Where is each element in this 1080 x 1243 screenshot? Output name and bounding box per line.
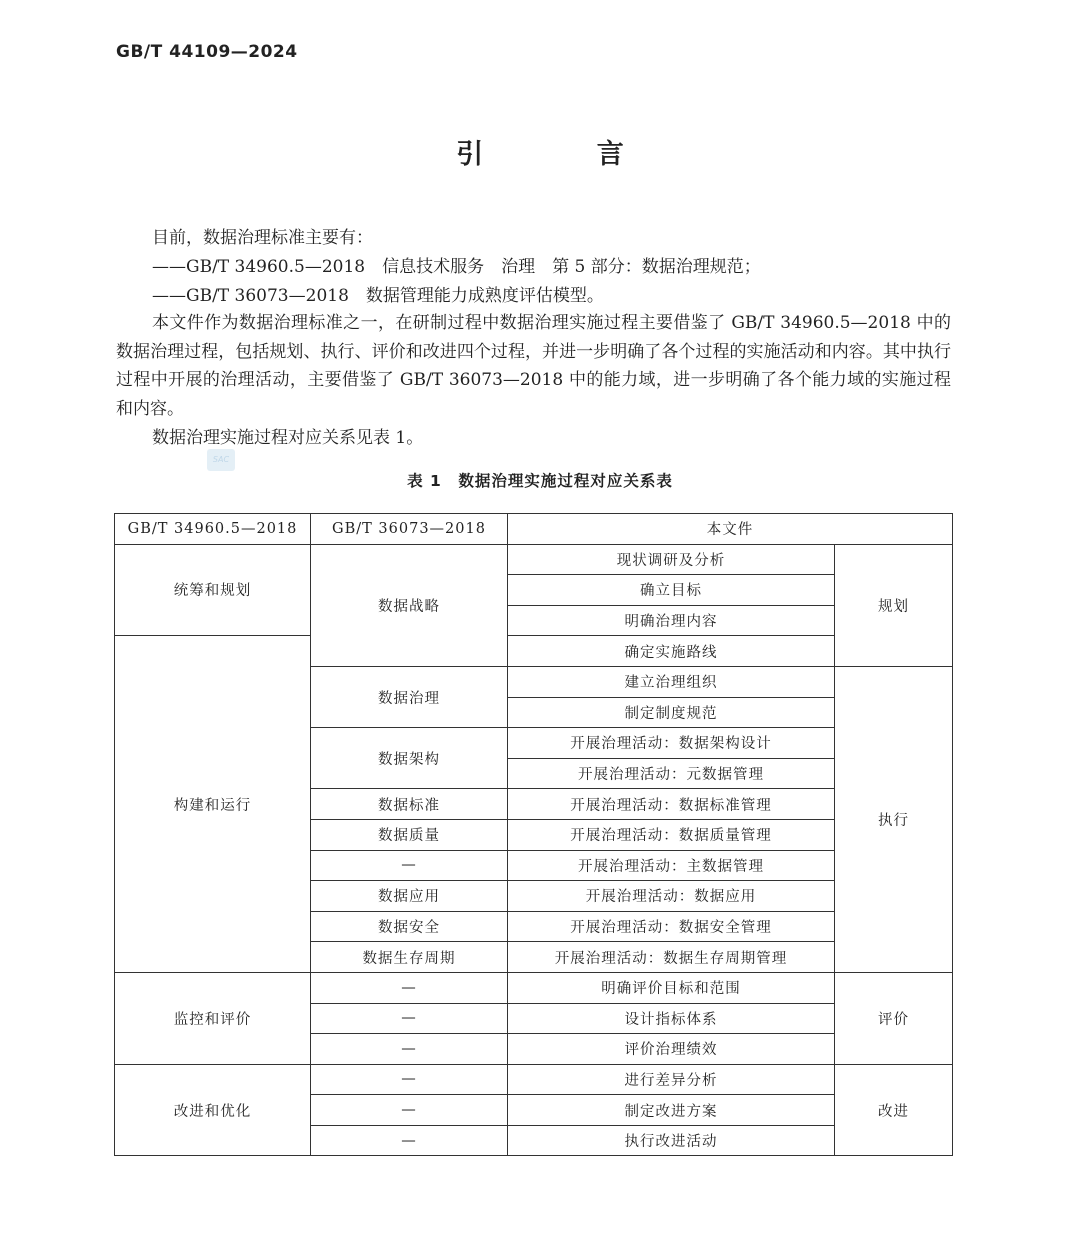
domain-cell: 数据标准 xyxy=(311,789,508,820)
activity-cell: 开展治理活动：数据安全管理 xyxy=(508,911,835,942)
domain-cell: 数据安全 xyxy=(311,911,508,942)
intro-paragraph-3: ——GB/T 36073—2018 数据管理能力成熟度评估模型。 xyxy=(152,286,604,306)
activity-cell: 评价治理绩效 xyxy=(508,1034,835,1065)
domain-cell: — xyxy=(311,1095,508,1126)
domain-cell: — xyxy=(311,972,508,1003)
table-caption: 表 1 数据治理实施过程对应关系表 xyxy=(407,472,673,490)
watermark-logo: SAC xyxy=(207,449,235,471)
activity-cell: 建立治理组织 xyxy=(508,666,835,697)
activity-cell: 明确治理内容 xyxy=(508,605,835,636)
domain-cell: — xyxy=(311,1125,508,1156)
activity-cell: 开展治理活动：元数据管理 xyxy=(508,758,835,789)
activity-cell: 现状调研及分析 xyxy=(508,544,835,575)
activity-cell: 设计指标体系 xyxy=(508,1003,835,1034)
process-cell: 执行 xyxy=(835,666,953,972)
domain-cell: — xyxy=(311,850,508,881)
activity-cell: 明确评价目标和范围 xyxy=(508,972,835,1003)
activity-cell: 进行差异分析 xyxy=(508,1064,835,1095)
phase-cell: 改进和优化 xyxy=(115,1064,311,1156)
activity-cell: 确定实施路线 xyxy=(508,636,835,667)
activity-cell: 开展治理活动：数据质量管理 xyxy=(508,819,835,850)
domain-cell: 数据治理 xyxy=(311,666,508,727)
activity-cell: 确立目标 xyxy=(508,575,835,606)
phase-cell: 统筹和规划 xyxy=(115,544,311,636)
domain-cell: 数据战略 xyxy=(311,544,508,666)
phase-cell: 构建和运行 xyxy=(115,636,311,973)
table-row xyxy=(115,544,953,575)
activity-cell: 执行改进活动 xyxy=(508,1125,835,1156)
page-title: 引 言 xyxy=(456,139,676,170)
domain-cell: — xyxy=(311,1034,508,1065)
table-row xyxy=(115,636,953,667)
activity-cell: 开展治理活动：数据生存周期管理 xyxy=(508,942,835,973)
header-cell: GB/T 34960.5—2018 xyxy=(115,514,311,545)
activity-cell: 开展治理活动：数据标准管理 xyxy=(508,789,835,820)
header-cell: GB/T 36073—2018 xyxy=(311,514,508,545)
activity-cell: 开展治理活动：数据应用 xyxy=(508,881,835,912)
process-cell: 评价 xyxy=(835,972,953,1064)
standard-code: GB/T 44109—2024 xyxy=(116,42,298,62)
intro-paragraph-1: 目前，数据治理标准主要有： xyxy=(152,228,373,248)
activity-cell: 开展治理活动：数据架构设计 xyxy=(508,728,835,759)
header-cell: 本文件 xyxy=(508,514,953,545)
intro-paragraph-2: ——GB/T 34960.5—2018 信息技术服务 治理 第 5 部分：数据治理规范； xyxy=(152,257,761,277)
table-row xyxy=(115,1064,953,1095)
intro-paragraph-5: 数据治理实施过程对应关系见表 1。 xyxy=(152,428,424,448)
intro-paragraph-4: 本文件作为数据治理标准之一，在研制过程中数据治理实施过程主要借鉴了 GB/T 34960.5—2018 中的数据治理过程，包括规划、执行、评价和改进四个过程，并进一步明确了各个过程的实施活动和内容。其中执行过程中开展的治理活动，主要借鉴了 GB/T 36073—2018 中的能力域，进一步明确了各个能力域的实施过程和内容。 xyxy=(116,313,951,419)
domain-cell: 数据生存周期 xyxy=(311,942,508,973)
process-cell: 规划 xyxy=(835,544,953,666)
correspondence-table xyxy=(114,513,953,1156)
domain-cell: — xyxy=(311,1003,508,1034)
table-header-row xyxy=(115,514,953,545)
domain-cell: 数据应用 xyxy=(311,881,508,912)
activity-cell: 制定制度规范 xyxy=(508,697,835,728)
domain-cell: 数据质量 xyxy=(311,819,508,850)
domain-cell: 数据架构 xyxy=(311,728,508,789)
table-row xyxy=(115,972,953,1003)
activity-cell: 制定改进方案 xyxy=(508,1095,835,1126)
activity-cell: 开展治理活动：主数据管理 xyxy=(508,850,835,881)
process-cell: 改进 xyxy=(835,1064,953,1156)
domain-cell: — xyxy=(311,1064,508,1095)
phase-cell: 监控和评价 xyxy=(115,972,311,1064)
